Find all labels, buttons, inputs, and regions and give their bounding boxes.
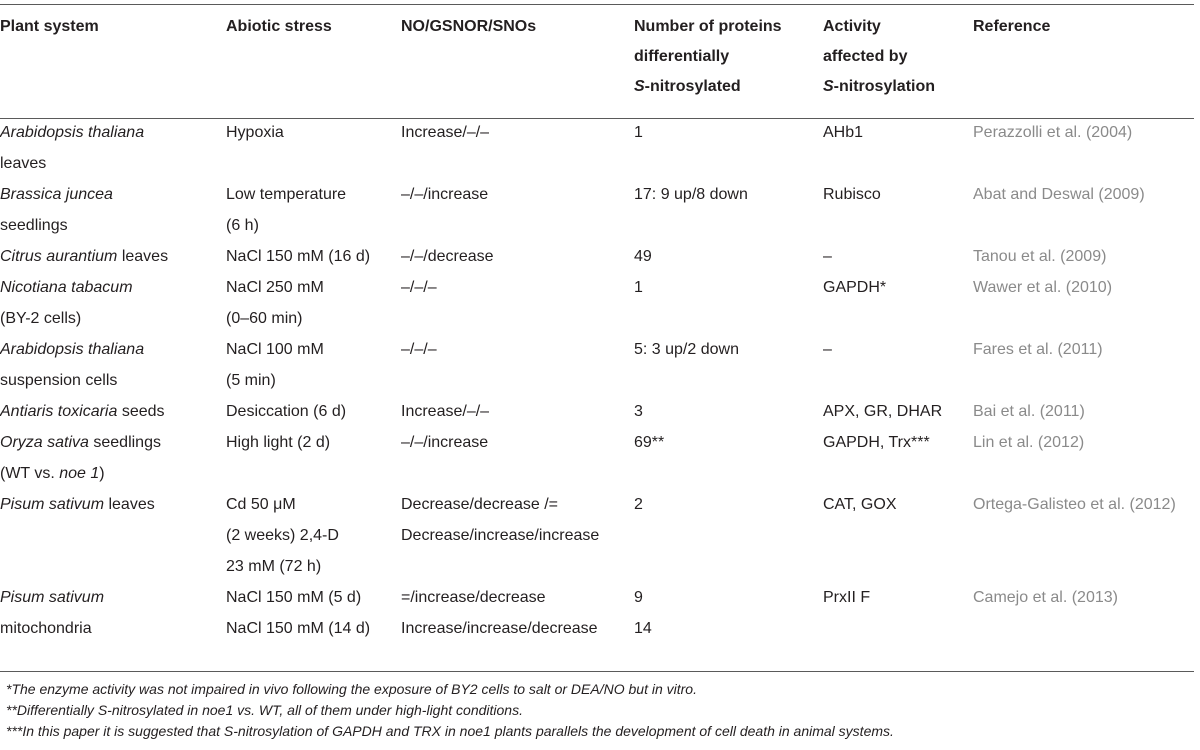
cell-no-gsnor-snos: –/–/– [401, 341, 437, 358]
cell-plant-system: Citrus aurantium leaves [0, 248, 169, 265]
table-row [0, 427, 1194, 489]
cell-abiotic-stress: Hypoxia [226, 124, 284, 141]
cell-plant-system: Pisum sativum leaves [0, 496, 155, 513]
cell-abiotic-stress: NaCl 250 mM (0–60 min) [226, 279, 324, 327]
cell-abiotic-stress: NaCl 100 mM (5 min) [226, 341, 324, 389]
table-header [0, 12, 1194, 116]
cell-no-gsnor-snos: Decrease/decrease /= Decrease/increase/increase [401, 496, 600, 544]
table-row [0, 272, 1194, 334]
cell-number-of-proteins: 1 [634, 124, 643, 141]
cell-no-gsnor-snos: =/increase/decrease Increase/increase/decrease [401, 589, 598, 637]
cell-reference: Perazzolli et al. (2004) [973, 124, 1133, 141]
header-row [0, 12, 1194, 116]
footnotes [6, 679, 894, 742]
cell-activity: – [823, 341, 832, 358]
header-no-gsnor-snos: NO/GSNOR/SNOs [401, 18, 537, 35]
cell-plant-system: Pisum sativum mitochondria [0, 589, 105, 637]
table-body [0, 116, 1194, 644]
cell-reference: Bai et al. (2011) [973, 403, 1085, 420]
cell-abiotic-stress: High light (2 d) [226, 434, 331, 451]
header-reference: Reference [973, 18, 1051, 35]
bottom-rule [0, 671, 1194, 672]
table-row [0, 241, 1194, 272]
cell-plant-system: Oryza sativa seedlings (WT vs. noe 1) [0, 434, 161, 482]
cell-reference: Tanou et al. (2009) [973, 248, 1107, 265]
table-row [0, 179, 1194, 241]
cell-no-gsnor-snos: Increase/–/– [401, 403, 490, 420]
cell-plant-system: Arabidopsis thaliana suspension cells [0, 341, 145, 389]
cell-reference: Fares et al. (2011) [973, 341, 1103, 358]
cell-abiotic-stress: Desiccation (6 d) [226, 403, 347, 420]
table-row [0, 116, 1194, 179]
header-activity-affected: Activity affected by S-nitrosylation [823, 18, 936, 95]
table-row [0, 334, 1194, 396]
header-abiotic-stress: Abiotic stress [226, 18, 332, 35]
table-row [0, 489, 1194, 582]
cell-reference: Wawer et al. (2010) [973, 279, 1113, 296]
footnote: **Differentially S-nitrosylated in noe1 vs. WT, all of them under high-light conditions. [6, 702, 523, 718]
header-plant-system: Plant system [0, 18, 99, 35]
cell-reference: Abat and Deswal (2009) [973, 186, 1145, 203]
cell-activity: PrxII F [823, 589, 871, 606]
cell-number-of-proteins: 5: 3 up/2 down [634, 341, 739, 358]
cell-reference: Ortega-Galisteo et al. (2012) [973, 496, 1176, 513]
top-rule [0, 4, 1194, 5]
cell-no-gsnor-snos: Increase/–/– [401, 124, 490, 141]
cell-abiotic-stress: NaCl 150 mM (5 d) NaCl 150 mM (14 d) [226, 589, 371, 637]
cell-activity: – [823, 248, 832, 265]
cell-no-gsnor-snos: –/–/increase [401, 186, 489, 203]
cell-activity: APX, GR, DHAR [823, 403, 943, 420]
cell-plant-system: Arabidopsis thaliana leaves [0, 124, 145, 172]
cell-no-gsnor-snos: –/–/increase [401, 434, 489, 451]
cell-abiotic-stress: Cd 50 μM (2 weeks) 2,4-D 23 mM (72 h) [226, 496, 339, 575]
cell-abiotic-stress: NaCl 150 mM (16 d) [226, 248, 371, 265]
cell-plant-system: Brassica juncea seedlings [0, 186, 113, 234]
cell-activity: GAPDH, Trx*** [823, 434, 930, 451]
cell-activity: AHb1 [823, 124, 864, 141]
cell-number-of-proteins: 3 [634, 403, 643, 420]
cell-reference: Camejo et al. (2013) [973, 589, 1118, 606]
cell-number-of-proteins: 49 [634, 248, 652, 265]
cell-activity: Rubisco [823, 186, 881, 203]
cell-reference: Lin et al. (2012) [973, 434, 1085, 451]
footnote: *The enzyme activity was not impaired in vivo following the exposure of BY2 cells to salt or DEA/NO but in vitro. [6, 681, 697, 697]
footnote: ***In this paper it is suggested that S-nitrosylation of GAPDH and TRX in noe1 plants parallels the development of cell death in animal systems. [6, 723, 894, 739]
data-table [0, 12, 1194, 644]
cell-activity: CAT, GOX [823, 496, 897, 513]
header-number-of-proteins: Number of proteins differentially S-nitrosylated [634, 18, 782, 95]
cell-number-of-proteins: 2 [634, 496, 643, 513]
cell-plant-system: Nicotiana tabacum (BY-2 cells) [0, 279, 133, 327]
cell-abiotic-stress: Low temperature (6 h) [226, 186, 347, 234]
cell-number-of-proteins: 1 [634, 279, 643, 296]
cell-number-of-proteins: 17: 9 up/8 down [634, 186, 748, 203]
table-row [0, 582, 1194, 644]
cell-no-gsnor-snos: –/–/decrease [401, 248, 494, 265]
cell-number-of-proteins: 69** [634, 434, 665, 451]
cell-number-of-proteins: 9 14 [634, 589, 652, 637]
cell-activity: GAPDH* [823, 279, 887, 296]
table-row [0, 396, 1194, 427]
cell-plant-system: Antiaris toxicaria seeds [0, 403, 165, 420]
cell-no-gsnor-snos: –/–/– [401, 279, 437, 296]
